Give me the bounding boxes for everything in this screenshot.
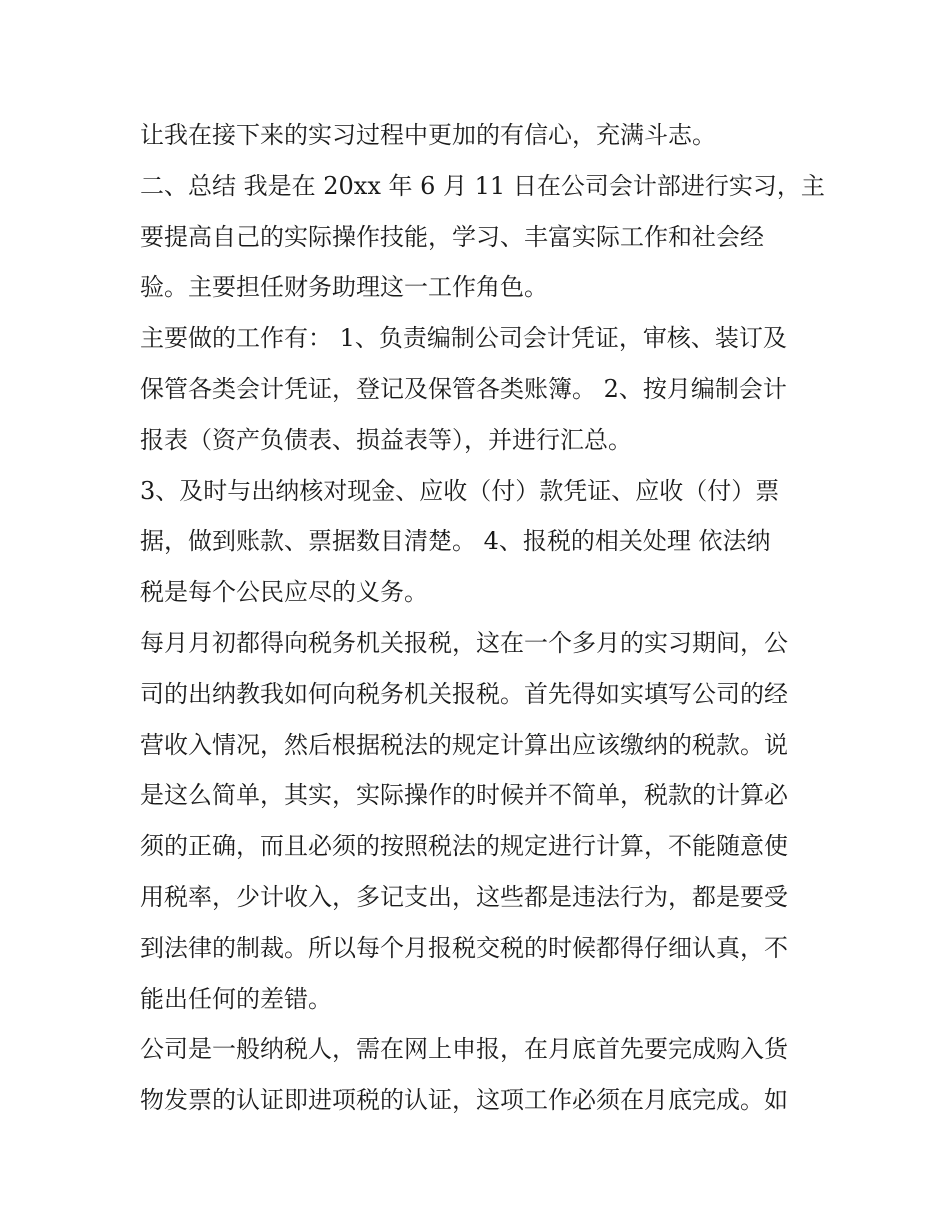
text-line: 据，做到账款、票据数目清楚。 4、报税的相关处理 依法纳 (140, 527, 771, 556)
text-line: 用税率，少计收入，多记支出，这些都是违法行为，都是要受 (140, 882, 788, 911)
text-line: 司的出纳教我如何向税务机关报税。首先得如实填写公司的经 (140, 679, 788, 708)
text-line: 营收入情况，然后根据税法的规定计算出应该缴纳的税款。说 (140, 730, 788, 759)
text-line: 是这么简单，其实，实际操作的时候并不简单，税款的计算必 (140, 781, 788, 810)
text-line: 报表（资产负债表、损益表等），并进行汇总。 (140, 425, 632, 454)
text-line: 主要做的工作有： 1、负责编制公司会计凭证，审核、装订及 (140, 324, 787, 353)
text-line: 税是每个公民应尽的义务。 (140, 578, 428, 607)
text-line: 物发票的认证即进项税的认证，这项工作必须在月底完成。如 (140, 1086, 788, 1115)
text-line: 3、及时与出纳核对现金、应收（付）款凭证、应收（付）票 (140, 476, 780, 505)
document-body (140, 110, 825, 1126)
text-line: 要提高自己的实际操作技能，学习、丰富实际工作和社会经 (140, 222, 764, 251)
text-line: 保管各类会计凭证，登记及保管各类账簿。 2、按月编制会计 (140, 374, 787, 403)
text-line: 让我在接下来的实习过程中更加的有信心，充满斗志。 (140, 121, 716, 149)
text-line: 公司是一般纳税人，需在网上申报，在月底首先要完成购入货 (140, 1035, 788, 1064)
text-line: 验。主要担任财务助理这一工作角色。 (140, 273, 548, 302)
text-line: 到法律的制裁。所以每个月报税交税的时候都得仔细认真，不 (140, 933, 788, 962)
text-line: 每月月初都得向税务机关报税，这在一个多月的实习期间，公 (140, 628, 788, 657)
text-line: 能出任何的差错。 (140, 984, 332, 1013)
text-line: 二、总结 我是在 20xx 年 6 月 11 日在公司会计部进行实习，主 (140, 171, 825, 200)
text-line: 须的正确，而且必须的按照税法的规定进行计算，不能随意使 (140, 832, 788, 861)
